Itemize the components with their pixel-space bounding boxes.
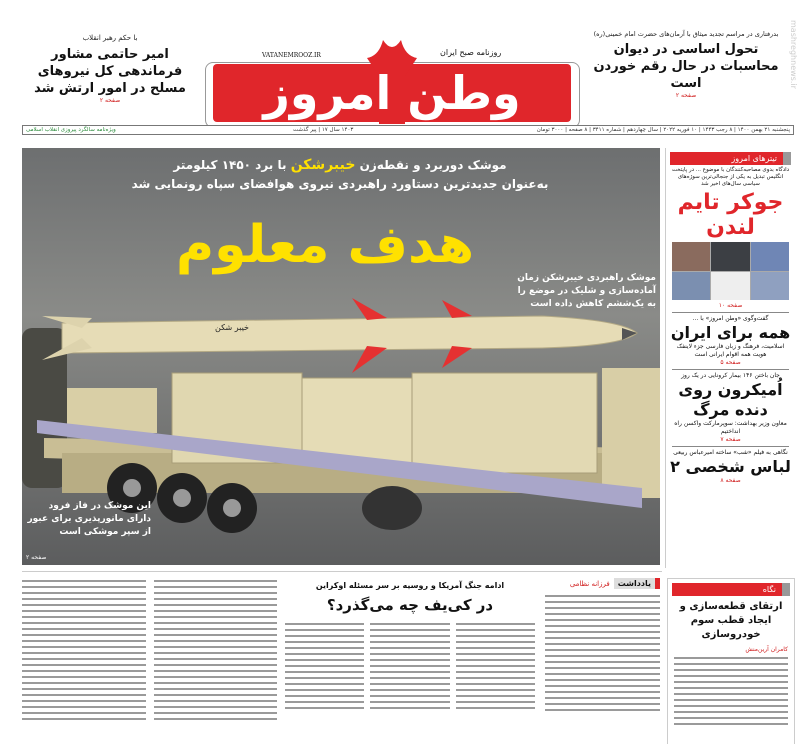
issue-left: ویژه‌نامه سالگرد پیروزی انقلاب اسلامی [26, 127, 116, 133]
page-ref: صفحه ۷ [720, 436, 741, 443]
missile-label: خیبر شکن [215, 323, 249, 332]
center-article[interactable] [285, 580, 535, 713]
note-label: یادداشت [614, 578, 660, 589]
bottom-divider [22, 571, 662, 572]
sidebar-item[interactable] [666, 372, 795, 444]
note-body-text [545, 595, 660, 711]
issue-info-bar [22, 125, 794, 135]
page-ref: صفحه ۲ [99, 97, 121, 104]
sidebar-photo [672, 242, 789, 300]
kicker: نگاهی به فیلم «شب» ساخته امیرعباس ربیعی [673, 449, 788, 456]
kicker: دادگاه بدوی مصاحبه‌کنندگان با موضوع ... در پایتخت انگلیس تبدیل به یکی از جنجالی‌ترین سوژه‌های سیاسی سال‌های اخیر شد [671, 167, 790, 187]
tagline: روزنامه صبح ایران [440, 48, 502, 57]
negah-box[interactable] [667, 578, 795, 744]
negah-label: نگاه [672, 583, 790, 596]
subtitle-line-2: به‌عنوان جدیدترین دستاورد راهبردی نیروی هوافضای سپاه رونمایی شد [131, 177, 549, 191]
headline: لباس شخصی ۲ [670, 457, 791, 476]
page-ref: صفحه ۸ [720, 477, 741, 484]
note-column[interactable] [545, 578, 660, 715]
kicker: ادامه جنگ آمریکا و روسیه بر سر مسئله اوکراین [315, 581, 505, 590]
issue-date: پنجشنبه ۲۱ بهمن ۱۴۰۰ | ۸ رجب ۱۴۴۳ | ۱۰ فوریه ۲۰۲۲ | سال چهاردهم | شماره ۳۴۱۱ | ۸ صفحه | ۳۰۰۰ تومان [536, 127, 790, 133]
sidebar-headlines [665, 148, 795, 568]
body-text [22, 580, 146, 724]
left-columns [22, 580, 277, 724]
kicker: با حکم رهبر انقلاب [82, 34, 138, 42]
kicker: جان باختن ۱۴۶ بیمار کرونایی در یک روز [681, 372, 780, 379]
hero-caption-left: این موشک در فاز فرود دارای مانورپذیری برای عبور از سپر موشکی است [27, 501, 151, 537]
hero-headline[interactable]: هدف معلوم [175, 215, 475, 275]
sidebar-item[interactable] [666, 449, 795, 485]
negah-author: کامران آرین‌منش [745, 646, 788, 653]
kicker: گفت‌وگوی «وطن امروز» با ... [692, 315, 769, 322]
dek: معاون وزیر بهداشت: سوپرمارکت واکسن راه انداختیم [674, 420, 787, 435]
subtitle-highlight: خیبرشکن [290, 157, 356, 173]
watermark: mashreghnews.ir [789, 20, 798, 89]
kicker: بدرفتاری در مراسم تجدید میثاق با آرمان‌های حضرت امام خمینی(ره) [593, 30, 779, 38]
sidebar-item[interactable] [666, 167, 795, 310]
dek: اسلامیت، فرهنگ و زبان فارسی جزء لاینفک هویت همه اقوام ایرانی است [676, 343, 785, 358]
page-ref: صفحه ۱۰ [718, 302, 743, 309]
top-left-story[interactable] [18, 34, 202, 105]
note-author: فرزانه نظامی [569, 579, 610, 588]
body-text [285, 623, 364, 713]
sidebar-item[interactable] [666, 315, 795, 367]
hero-caption-right: موشک راهبردی خیبرشکن زمان آماده‌سازی و شلیک در موضع را به یک‌ششم کاهش داده است [517, 273, 656, 309]
body-text [370, 623, 449, 713]
issue-center: ۱۴۰۳ سال ۱۷ | پیر گذشت [293, 127, 354, 133]
headline: در کی‌یف چه می‌گذرد؟ [326, 596, 494, 614]
hero-subtitle [80, 156, 600, 194]
logo-text: وطن امروز [263, 66, 521, 120]
headline: امیر حاتمی مشاور فرماندهی کل نیروهای مسلح در امور ارتش شد [34, 47, 186, 96]
headline: اُمیکرون روی دنده مرگ [678, 380, 783, 419]
subtitle-part: با برد ۱۴۵۰ کیلومتر [173, 158, 287, 172]
negah-headline: ارتقای قطعه‌سازی و ایجاد قطب سوم خودروسازی [679, 601, 783, 640]
headline: جوکر تایم لندن [677, 190, 784, 240]
subtitle-part: موشک دوربرد و نقطه‌زن [359, 158, 507, 172]
page-ref: صفحه ۲ [675, 92, 697, 99]
website: VATANEMROOZ.IR [262, 52, 321, 59]
headline: همه برای ایران [670, 323, 791, 342]
top-right-story[interactable] [588, 30, 784, 100]
hero-page-ref: صفحه ۲ [26, 554, 47, 561]
negah-body-text [668, 654, 794, 732]
body-text [154, 580, 278, 724]
headline: تحول اساسی در دیوان محاسبات در حال رقم خوردن است [593, 42, 779, 91]
body-text [456, 623, 535, 713]
page-ref: صفحه ۵ [720, 359, 741, 366]
sidebar-section-label: تیترهای امروز [670, 152, 791, 165]
